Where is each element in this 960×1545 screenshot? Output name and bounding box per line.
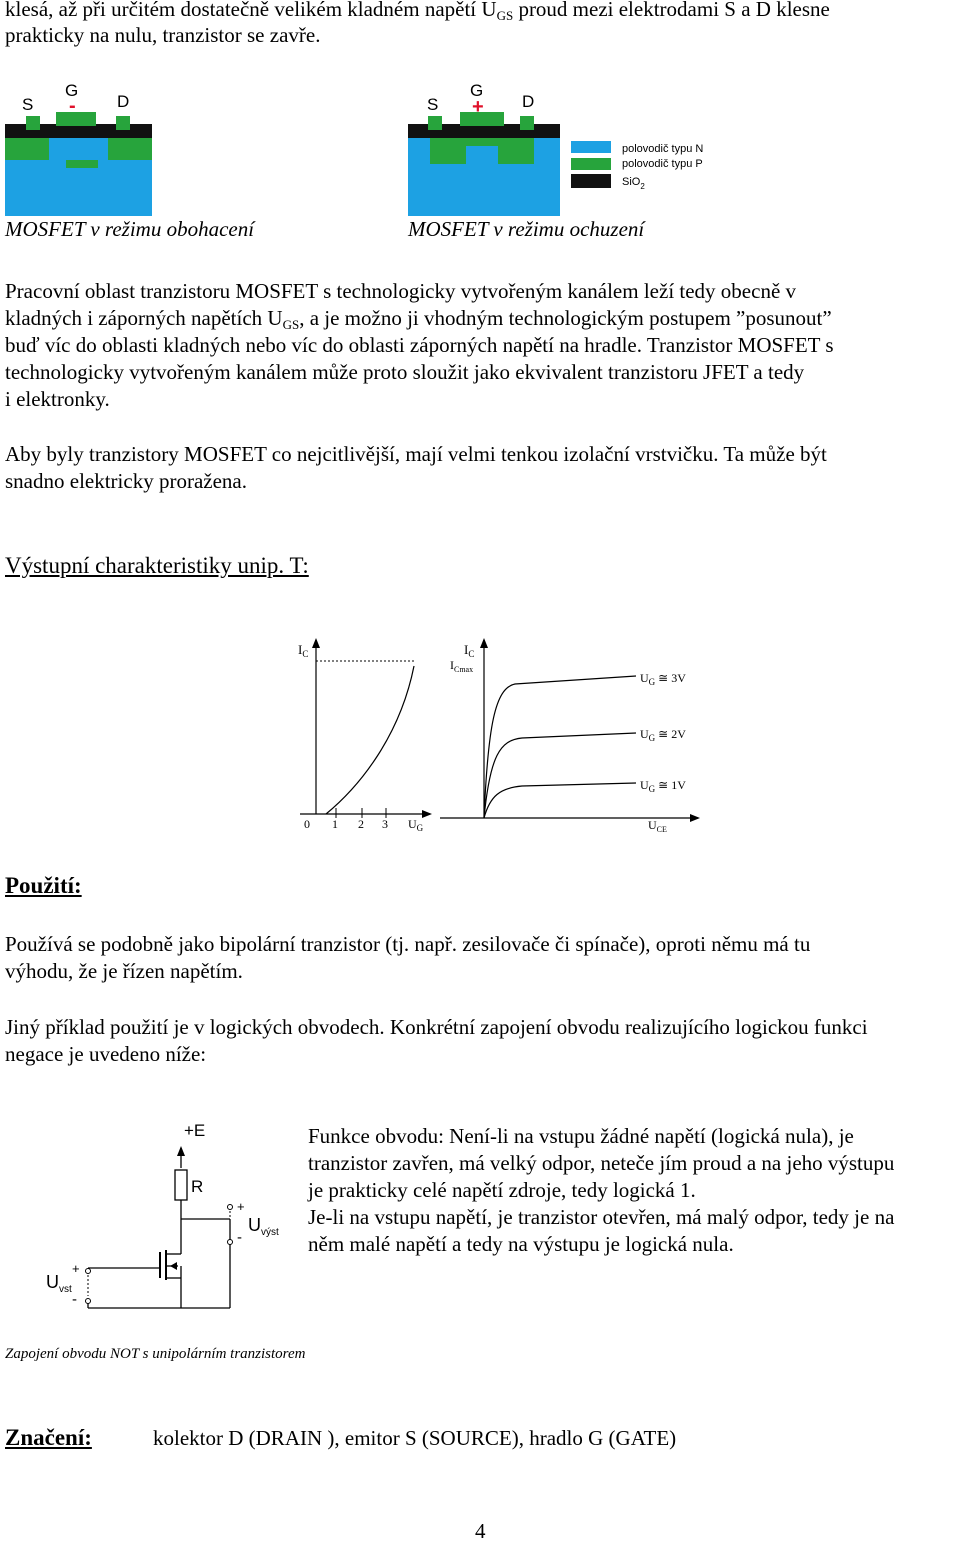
in-plus: + <box>72 1261 80 1276</box>
function-line-1: Funkce obvodu: Není-li na vstupu žádné napětí (logická nula), je <box>308 1124 854 1148</box>
para1-line-5: i elektronky. <box>5 387 110 411</box>
right-ymax-label: $I_{Cmax}$ <box>450 658 474 674</box>
left-d-label: D <box>117 92 130 111</box>
resistor-label: R <box>191 1177 204 1196</box>
out-label: $U_{výst}$ <box>248 1215 279 1238</box>
right-gate-sign: + <box>472 96 484 118</box>
mosfet-figures <box>0 78 760 218</box>
legend-n: polovodič typu N <box>622 143 704 155</box>
function-line-5: něm malé napětí a tedy na výstupu je logická nula. <box>308 1232 734 1256</box>
material-legend <box>571 141 703 191</box>
curve-label-1v: $U_G$ ≅ 1V <box>640 778 686 794</box>
left-tick-2: 2 <box>358 817 364 831</box>
para2-line-1: Aby byly tranzistory MOSFET co nejcitlivější, mají velmi tenkou izolační vrstvičku. Ta může být <box>5 442 827 466</box>
heading-characteristics: Výstupní charakteristiky unip. T: <box>5 553 309 578</box>
right-g-label: G <box>470 81 484 100</box>
function-line-3: je prakticky celé napětí zdroje, tedy logická 1. <box>308 1178 696 1202</box>
legend-p: polovodič typu P <box>622 158 703 170</box>
para4-line-2: negace je uvedeno níže: <box>5 1042 207 1066</box>
circuit-caption: Zapojení obvodu NOT s unipolárním tranzistorem <box>5 1346 306 1362</box>
not-circuit-diagram <box>40 1116 300 1316</box>
left-tick-3: 3 <box>382 817 388 831</box>
function-line-2: tranzistor zavřen, má velký odpor, neteče jím proud a na jeho výstupu <box>308 1151 895 1175</box>
in-minus: - <box>72 1291 77 1308</box>
left-ylabel: $I_C$ <box>298 642 309 659</box>
caption-depletion: MOSFET v režimu ochuzení <box>408 217 645 241</box>
right-s-label: S <box>427 95 439 114</box>
left-tick-0: 0 <box>304 817 310 831</box>
right-ylabel: $I_C$ <box>464 642 475 659</box>
para1-line-1: Pracovní oblast tranzistoru MOSFET s technologicky vytvořeným kanálem leží tedy obecně v <box>5 279 797 303</box>
para4-line-1: Jiný příklad použití je v logických obvodech. Konkrétní zapojení obvodu realizujícího logickou funkci <box>5 1015 868 1039</box>
intro-line-1: klesá, až při určitém dostatečně velikém kladném napětí $U_{GS}$ proud mezi elektrodami S a D klesne <box>5 0 830 23</box>
heading-marking: Značení: <box>5 1425 92 1450</box>
left-xlabel: $U_G$ <box>408 817 424 833</box>
para1-line-2: kladných i záporných napětích $U_{GS}$, a je možno ji vhodným technologickým postupem ”posunout” <box>5 306 832 332</box>
legend-sio2: SiO$_2$ <box>622 176 645 191</box>
function-line-4: Je-li na vstupu napětí, je tranzistor otevřen, má malý odpor, tedy je na <box>308 1205 895 1229</box>
page-number: 4 <box>475 1519 486 1543</box>
para2-line-2: snadno elektricky proražena. <box>5 469 247 493</box>
intro-line-2: prakticky na nulu, tranzistor se zavře. <box>5 23 321 47</box>
out-minus: - <box>237 1229 242 1246</box>
heading-usage: Použití: <box>5 873 82 898</box>
curve-label-2v: $U_G$ ≅ 2V <box>640 727 686 743</box>
left-gate-sign: - <box>69 95 76 117</box>
left-g-label: G <box>65 81 79 100</box>
in-label: $U_{vst}$ <box>46 1272 72 1295</box>
left-s-label: S <box>22 95 34 114</box>
para3-line-2: výhodu, že je řízen napětím. <box>5 959 243 983</box>
right-xlabel: $U_{CE}$ <box>648 818 667 834</box>
left-tick-1: 1 <box>332 817 338 831</box>
out-plus: + <box>237 1199 245 1214</box>
para1-line-4: technologicky vytvořeným kanálem může proto sloužit jako ekvivalent tranzistoru JFET a tedy <box>5 360 805 384</box>
para3-line-1: Používá se podobně jako bipolární tranzistor (tj. např. zesilovače či spínače), oproti němu má tu <box>5 932 811 956</box>
caption-enhancement: MOSFET v režimu obohacení <box>5 217 255 241</box>
mosfet-enhancement-diagram <box>5 81 152 216</box>
right-d-label: D <box>522 92 535 111</box>
curve-label-3v: $U_G$ ≅ 3V <box>640 671 686 687</box>
resistor-symbol <box>175 1170 187 1200</box>
supply-label: +E <box>184 1121 206 1140</box>
para1-line-3: buď víc do oblasti kladných nebo víc do oblasti záporných napětí na hradle. Tranzistor MOSFET s <box>5 333 834 357</box>
mosfet-depletion-diagram <box>408 81 560 216</box>
characteristics-figure <box>290 636 710 836</box>
marking-text: kolektor D (DRAIN ), emitor S (SOURCE), hradlo G (GATE) <box>153 1426 677 1450</box>
